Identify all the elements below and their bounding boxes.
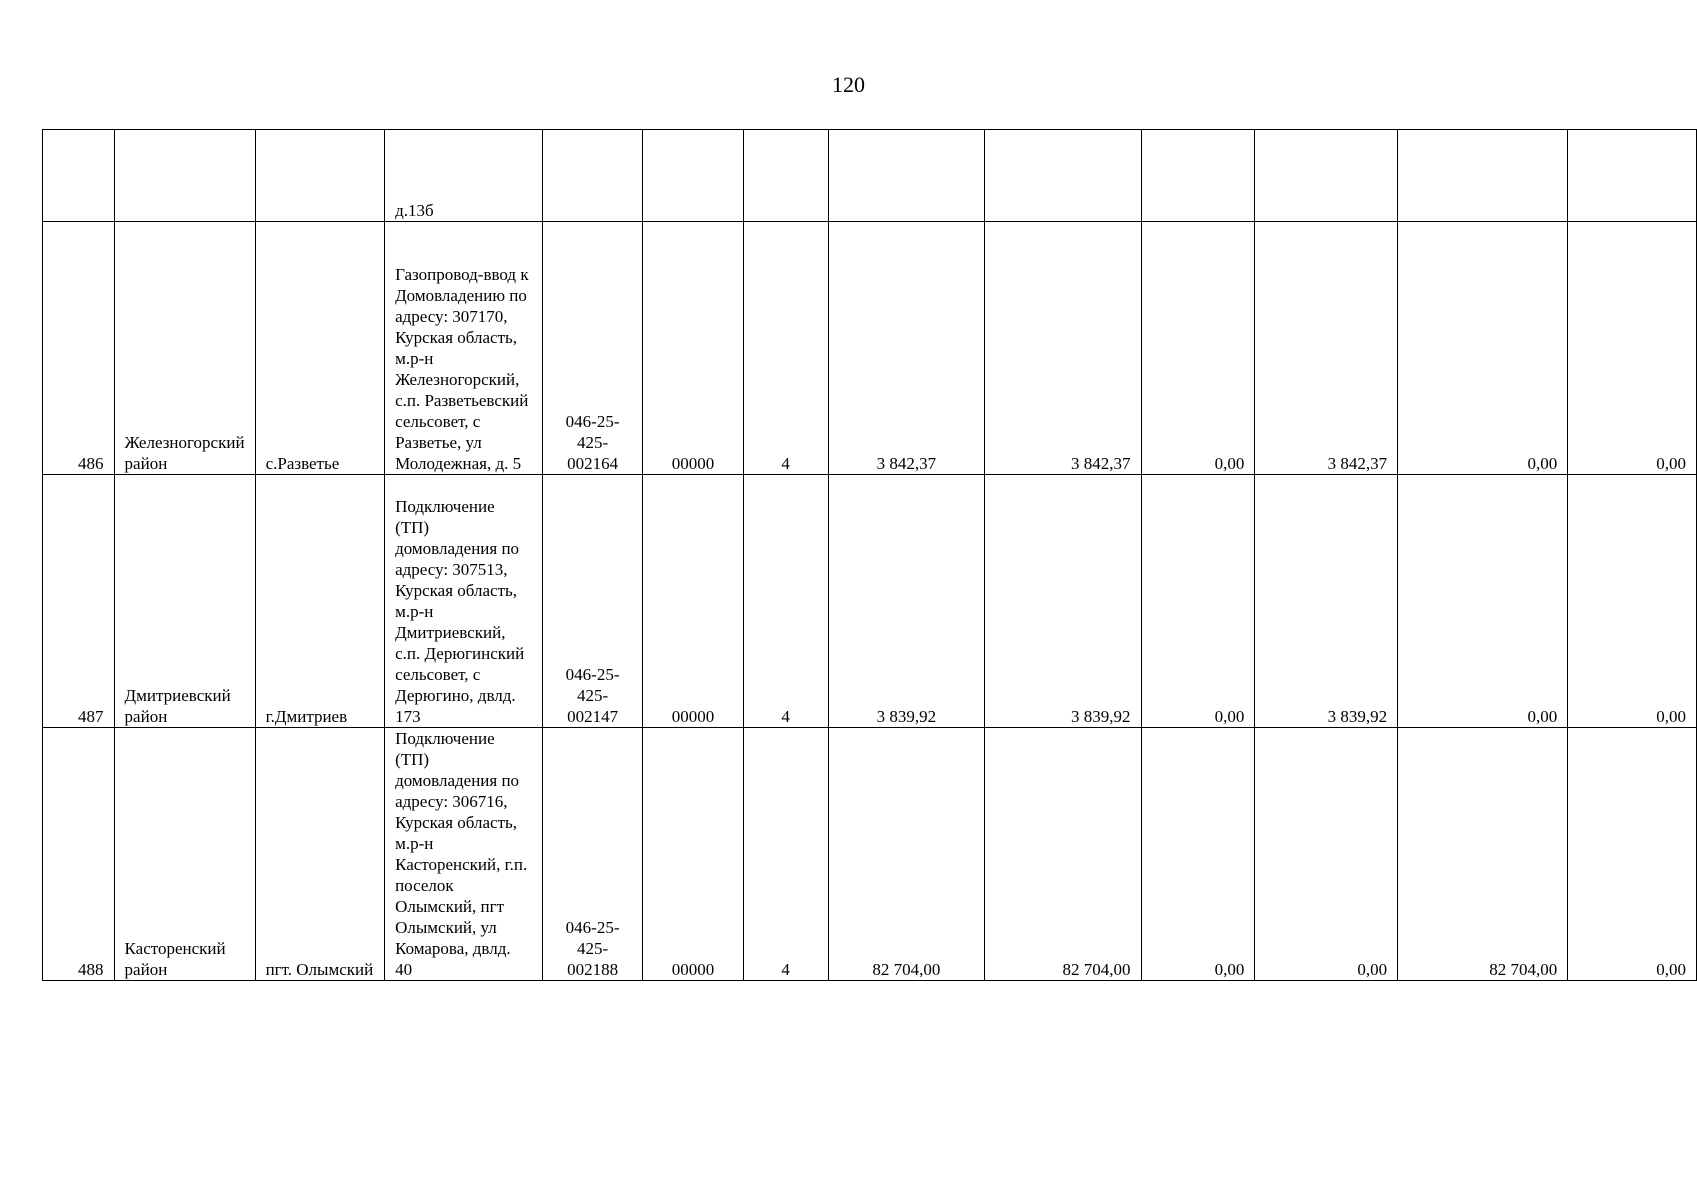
- cell-amount-1: [828, 130, 984, 222]
- page-number: 120: [832, 72, 865, 97]
- cell-code-3: 4: [743, 728, 828, 981]
- cell-amount-4: 3 842,37: [1255, 222, 1398, 475]
- cell-district: Касторенский район: [114, 728, 255, 981]
- cell-amount-6: 0,00: [1568, 475, 1697, 728]
- cell-code-3: [743, 130, 828, 222]
- cell-code-2: 00000: [643, 475, 743, 728]
- cell-amount-3: 0,00: [1141, 222, 1255, 475]
- cell-code-2: 00000: [643, 728, 743, 981]
- cell-code-2: [643, 130, 743, 222]
- cell-district: Дмитриевский район: [114, 475, 255, 728]
- cell-amount-3: [1141, 130, 1255, 222]
- cell-amount-4: 0,00: [1255, 728, 1398, 981]
- cell-object-name: Газопровод-ввод к Домовладению по адресу: 307170, Курская область, м.р-н Железногорский, с.п. Разветьевский сельсовет, с Разветье, ул Молодежная, д. 5: [385, 222, 543, 475]
- cell-code: 046-25-425-002188: [542, 728, 642, 981]
- cell-amount-1: 3 839,92: [828, 475, 984, 728]
- cell-amount-1: 82 704,00: [828, 728, 984, 981]
- cell-amount-5: 0,00: [1398, 475, 1568, 728]
- cell-amount-6: 0,00: [1568, 222, 1697, 475]
- cell-amount-3: 0,00: [1141, 475, 1255, 728]
- cell-object-name: Подключение (ТП) домовладения по адресу: 306716, Курская область, м.р-н Касторенский, г.п. поселок Олымский, пгт Олымский, ул Комарова, двлд. 40: [385, 728, 543, 981]
- cell-code-2: 00000: [643, 222, 743, 475]
- cell-amount-5: 82 704,00: [1398, 728, 1568, 981]
- cell-index: [43, 130, 115, 222]
- cell-amount-1: 3 842,37: [828, 222, 984, 475]
- cell-index: 488: [43, 728, 115, 981]
- cell-index: 486: [43, 222, 115, 475]
- cell-code-3: 4: [743, 475, 828, 728]
- cell-code-3: 4: [743, 222, 828, 475]
- cell-locality: г.Дмитриев: [255, 475, 385, 728]
- cell-amount-2: 3 842,37: [985, 222, 1141, 475]
- cell-amount-6: 0,00: [1568, 728, 1697, 981]
- cell-amount-2: 82 704,00: [985, 728, 1141, 981]
- table-row-continuation: [43, 130, 1697, 222]
- cell-locality: с.Разветье: [255, 222, 385, 475]
- table-row: [43, 475, 1697, 728]
- cell-object-name: Подключение (ТП) домовладения по адресу: 307513, Курская область, м.р-н Дмитриевский, с.п. Дерюгинский сельсовет, с Дерюгино, двлд. 173: [385, 475, 543, 728]
- cell-amount-6: [1568, 130, 1697, 222]
- cell-amount-4: [1255, 130, 1398, 222]
- cell-locality: пгт. Олымский: [255, 728, 385, 981]
- cell-district: [114, 130, 255, 222]
- cell-code: 046-25-425-002164: [542, 222, 642, 475]
- cell-object-name: [385, 130, 543, 222]
- cell-amount-2: 3 839,92: [985, 475, 1141, 728]
- cell-district: Железногорский район: [114, 222, 255, 475]
- cell-code: 046-25-425-002147: [542, 475, 642, 728]
- data-table: [42, 129, 1697, 981]
- cell-amount-3: 0,00: [1141, 728, 1255, 981]
- address-tail: д.13б: [395, 201, 434, 220]
- table-row: [43, 222, 1697, 475]
- cell-amount-2: [985, 130, 1141, 222]
- cell-code: [542, 130, 642, 222]
- cell-locality: [255, 130, 385, 222]
- cell-amount-4: 3 839,92: [1255, 475, 1398, 728]
- table-row: [43, 728, 1697, 981]
- cell-amount-5: [1398, 130, 1568, 222]
- cell-amount-5: 0,00: [1398, 222, 1568, 475]
- cell-index: 487: [43, 475, 115, 728]
